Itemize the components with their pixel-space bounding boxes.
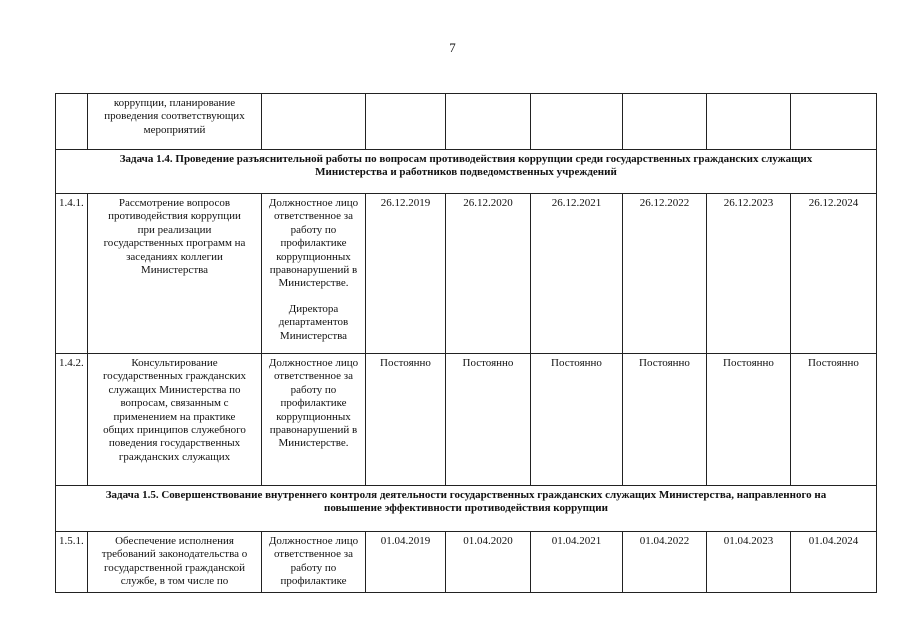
- description-line: службе, в том числе по: [120, 575, 229, 588]
- date-cell-2020: Постоянно: [446, 354, 531, 486]
- date-cell-2020: 26.12.2020: [446, 194, 531, 354]
- task-1-5-heading: [56, 486, 877, 532]
- description-line: при реализации: [137, 223, 212, 236]
- number-cell: 1.4.1.: [56, 194, 88, 354]
- date-cell-2024: 01.04.2024: [791, 532, 877, 593]
- description-cell: [88, 354, 262, 486]
- responsible-line: коррупционных: [276, 410, 351, 423]
- description-line: противодействия коррупции: [108, 210, 241, 223]
- date-cell: [446, 94, 531, 150]
- description-line: государственных программ на: [103, 237, 246, 250]
- date-cell-2019: 26.12.2019: [366, 194, 446, 354]
- responsible-line: Министерстве.: [278, 277, 349, 290]
- responsible-official: [265, 197, 362, 291]
- date-cell-2021: Постоянно: [531, 354, 623, 486]
- task-heading-line: Министерства и работников подведомственных учреждений: [315, 166, 617, 179]
- table-row-1-4-1: [56, 194, 877, 354]
- responsible-cell: [262, 354, 366, 486]
- responsible-line: правонарушений в: [269, 264, 358, 277]
- date-cell-2019: 01.04.2019: [366, 532, 446, 593]
- description-line: требований законодательства о: [101, 548, 248, 561]
- responsible-directors: [265, 303, 362, 343]
- responsible-line: Директора: [288, 302, 339, 315]
- responsible-line: профилактике: [280, 237, 347, 250]
- description-cell: [88, 94, 262, 150]
- responsible-line: Должностное лицо: [268, 535, 359, 547]
- table-row-1-5-1: [56, 532, 877, 593]
- responsible-line: ответственное за: [273, 548, 354, 561]
- description-line: проведения соответствующих: [104, 110, 245, 123]
- description-line: Рассмотрение вопросов: [118, 197, 231, 209]
- date-cell-2022: 26.12.2022: [623, 194, 707, 354]
- date-cell-2023: 01.04.2023: [707, 532, 791, 593]
- responsible-cell: [262, 194, 366, 354]
- responsible-line: Министерстве.: [278, 437, 349, 450]
- task-1-4-heading: [56, 150, 877, 194]
- description-line: применением на практике: [113, 410, 236, 423]
- table-row-continued: [56, 94, 877, 150]
- description-line: Обеспечение исполнения: [115, 535, 234, 547]
- task-heading-line: повышение эффективности противодействия коррупции: [324, 502, 608, 515]
- responsible-line: Должностное лицо: [268, 197, 359, 209]
- description-line: служащих Министерства по: [108, 383, 241, 396]
- date-cell-2023: 26.12.2023: [707, 194, 791, 354]
- description-line: общих принципов служебного: [103, 424, 246, 437]
- responsible-line: работу по: [290, 223, 337, 236]
- date-cell-2024: Постоянно: [791, 354, 877, 486]
- date-cell-2021: 26.12.2021: [531, 194, 623, 354]
- responsible-line: правонарушений в: [269, 424, 358, 437]
- date-cell-2022: Постоянно: [623, 354, 707, 486]
- responsible-line: Министерства: [279, 329, 348, 342]
- date-cell-2021: 01.04.2021: [531, 532, 623, 593]
- task-header-row: [56, 486, 877, 532]
- date-cell: [707, 94, 791, 150]
- responsible-line: работу по: [290, 561, 337, 574]
- responsible-line: профилактике: [280, 575, 347, 588]
- description-line: мероприятий: [143, 123, 206, 136]
- date-cell: [791, 94, 877, 150]
- date-cell-2019: Постоянно: [366, 354, 446, 486]
- date-cell: [531, 94, 623, 150]
- responsible-line: работу по: [290, 383, 337, 396]
- date-cell: [366, 94, 446, 150]
- description-line: коррупции, планирование: [113, 97, 236, 109]
- responsible-line: ответственное за: [273, 370, 354, 383]
- description-line: заседаниях коллегии: [126, 250, 223, 263]
- description-line: вопросам, связанным с: [120, 397, 229, 410]
- responsible-line: Должностное лицо: [268, 357, 359, 369]
- date-cell: [623, 94, 707, 150]
- description-line: Министерства: [140, 264, 209, 277]
- description-line: поведения государственных: [108, 437, 241, 450]
- responsible-line: департаментов: [278, 316, 349, 329]
- task-heading-line: Задача 1.5. Совершенствование внутреннего контроля деятельности государственных гражданских служащих Министерства, направленного на: [105, 489, 827, 501]
- page-number: 7: [449, 40, 456, 55]
- date-cell-2020: 01.04.2020: [446, 532, 531, 593]
- date-cell-2022: 01.04.2022: [623, 532, 707, 593]
- description-line: Консультирование: [131, 357, 218, 369]
- description-line: гражданских служащих: [118, 450, 231, 463]
- responsible-cell: [262, 532, 366, 593]
- description-cell: [88, 194, 262, 354]
- date-cell-2024: 26.12.2024: [791, 194, 877, 354]
- description-line: государственных гражданских: [102, 370, 247, 383]
- description-line: государственной гражданской: [103, 561, 246, 574]
- number-cell: [56, 94, 88, 150]
- responsible-cell: [262, 94, 366, 150]
- task-heading-line: Задача 1.4. Проведение разъяснительной работы по вопросам противодействия коррупции среди государственных гражданских служащих: [119, 153, 813, 165]
- responsible-line: профилактике: [280, 397, 347, 410]
- table-row-1-4-2: [56, 354, 877, 486]
- responsible-line: коррупционных: [276, 250, 351, 263]
- date-cell-2023: Постоянно: [707, 354, 791, 486]
- description-cell: [88, 532, 262, 593]
- measures-table: [55, 93, 877, 593]
- number-cell: 1.4.2.: [56, 354, 88, 486]
- task-header-row: [56, 150, 877, 194]
- number-cell: 1.5.1.: [56, 532, 88, 593]
- responsible-line: ответственное за: [273, 210, 354, 223]
